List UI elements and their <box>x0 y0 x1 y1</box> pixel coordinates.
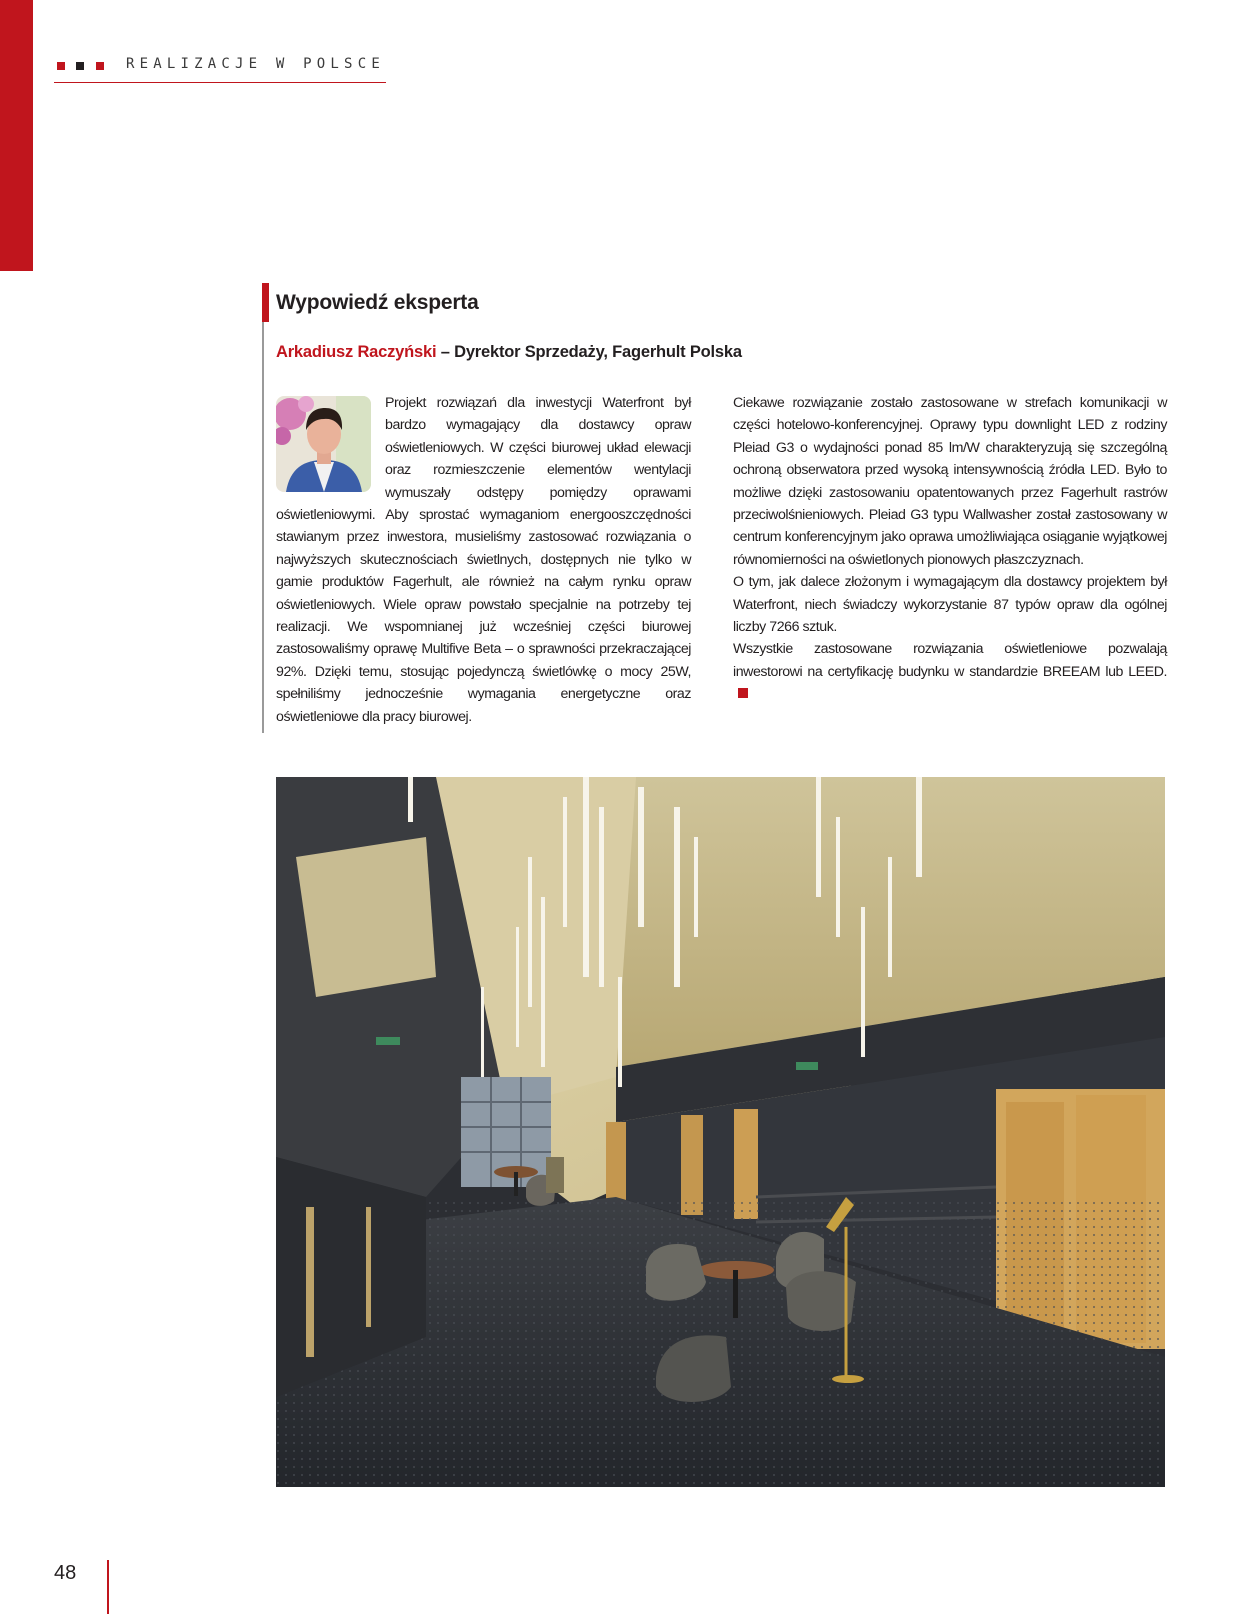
article-paragraph-text: Wszystkie zastosowane rozwiązania oświetleniowe pozwalają inwestorowi na certyfikację budynku w standardzie BREEAM lub LEED. <box>733 641 1167 680</box>
interior-photo <box>276 777 1165 1487</box>
end-of-article-icon <box>738 688 748 698</box>
red-margin-bar <box>0 0 33 271</box>
section-label: REALIZACJE W POLSCE <box>126 56 385 72</box>
expert-heading: Wypowiedź eksperta <box>276 291 479 314</box>
article-column-right <box>733 392 1167 706</box>
article-paragraph: O tym, jak dalece złożonym i wymagającym dla dostawcy projektem był Waterfront, niech świadczy wykorzystanie 87 typów opraw dla ogólnej liczby 7266 sztuk. <box>733 574 1167 636</box>
expert-portrait <box>276 396 371 492</box>
article-paragraph: Ciekawe rozwiązanie zostało zastosowane w strefach komunikacji w części hotelowo-konferencyjnej. Oprawy typu downlight LED z rodziny Pleiad G3 o wydajności ponad 85 lm/W charakteryzują się szczególną ochroną obserwatora przed wysoką intensywnością źródła LED. Było to możliwe dzięki zastosowaniu opatentowanych przez Fagerhult rastrów przeciwolśnieniowych. Pleiad G3 typu Wallwasher został zastosowany w centrum konferencyjnym jako oprawa umożliwiająca osiąganie wyjątkowej równomierności na oświetlonych pionowych płaszczyznach. <box>733 395 1167 568</box>
expert-byline <box>276 343 742 362</box>
header-square-icon <box>76 62 84 70</box>
article-paragraph: Projekt rozwiązań dla inwestycji Waterfront był bardzo wymagający dla dostawcy opraw oświetleniowych. W części biurowej układ elewacji oraz rozmieszczenie elementów wentylacji wymuszały odstępy pomiędzy oprawami oświetleniowymi. Aby sprostać wymaganiom energooszczędności stawianym przez inwestora, musieliśmy zastosować rozwiązania o najwyższych skutecznościach świetlnych, dostępnych nie tylko w gamie produktów Fagerhult, ale również na całym rynku opraw oświetleniowych. Wiele opraw powstało specjalnie na potrzeby tej realizacji. We wspomnianej już wcześniej części biurowej zastosowaliśmy oprawę Multifive Beta – o sprawności przekraczającej 92%. Dzięki temu, stosując pojedynczą świetlówkę o mocy 25W, spełniliśmy jednocześnie wymagania energetyczne oraz oświetleniowe dla pracy biurowej. <box>276 395 691 725</box>
header-square-icon <box>57 62 65 70</box>
expert-role: – Dyrektor Sprzedaży, Fagerhult Polska <box>436 343 742 361</box>
page-number: 48 <box>54 1562 77 1584</box>
expert-title-marker <box>262 283 269 322</box>
expert-box-rule <box>262 283 264 733</box>
page-number-rule <box>107 1560 109 1614</box>
article-paragraph-last <box>733 638 1167 705</box>
header-square-icon <box>96 62 104 70</box>
section-header <box>54 56 386 83</box>
expert-name: Arkadiusz Raczyński <box>276 343 437 361</box>
article-column-left <box>276 392 691 728</box>
